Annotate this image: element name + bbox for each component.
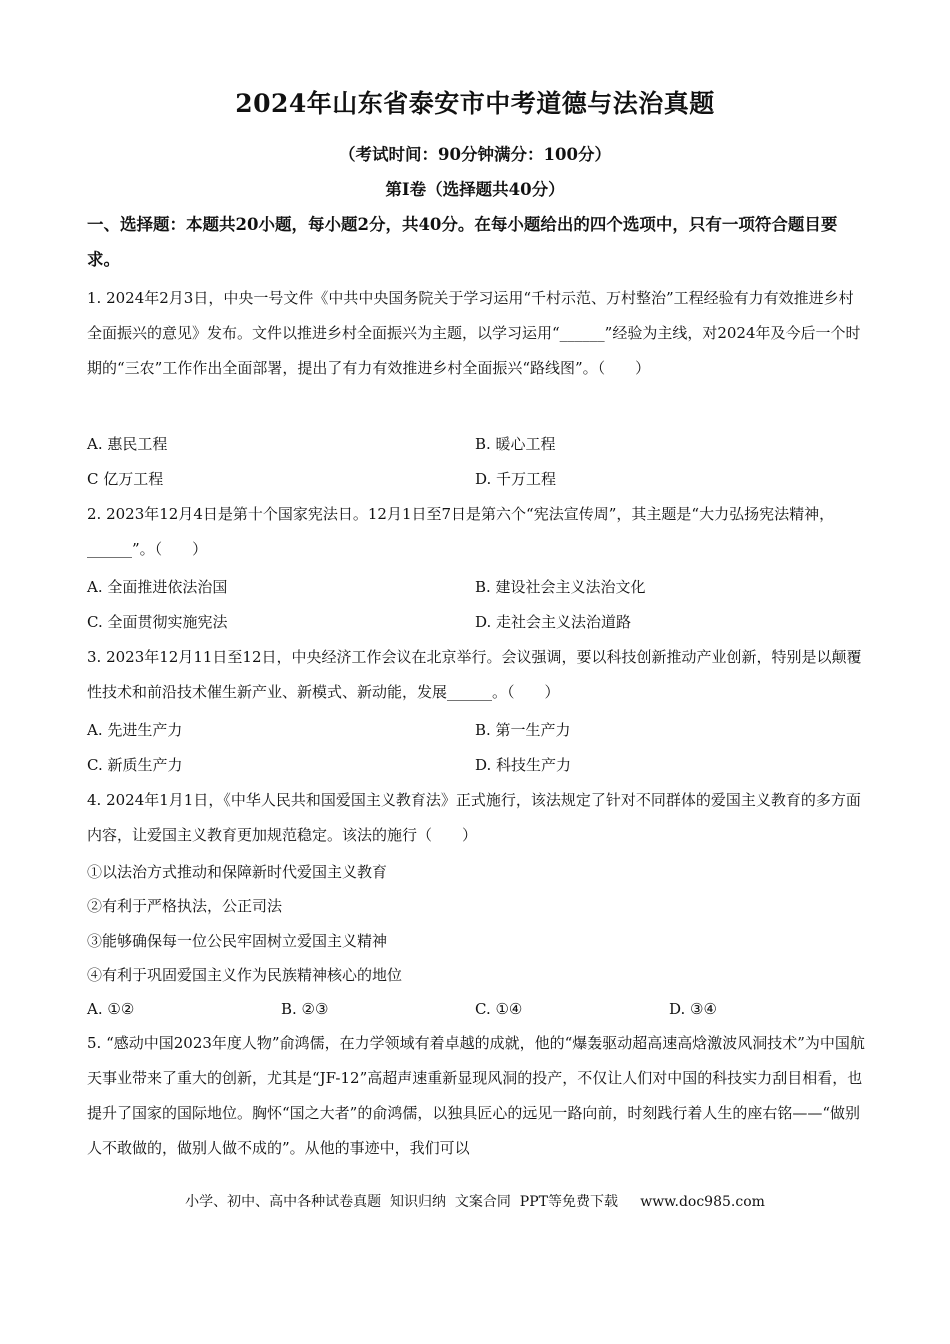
exam-info: （考试时间：90分钟满分：100分） (339, 145, 611, 164)
page-title: 2024年山东省泰安市中考道德与法治真题 (235, 89, 715, 118)
q3-option-c: C. 新质生产力 (87, 756, 183, 774)
page-footer: 小学、初中、高中各种试卷真题 知识归纳 文案合同 PPT等免费下载 www.doc985.com (185, 1194, 765, 1210)
q4-statement-1: ①以法治方式推动和保障新时代爱国主义教育 (87, 863, 388, 881)
q2-option-b: B. 建设社会主义法治文化 (475, 578, 646, 596)
q4-option-b: B. ②③ (281, 1000, 329, 1018)
q4-option-a: A. ①② (87, 1000, 135, 1018)
q1-option-a: A. 惠民工程 (87, 435, 168, 453)
q1-option-b: B. 暖心工程 (475, 435, 556, 453)
question-3-stem: 3. 2023年12月11日至12日，中央经济工作会议在北京举行。会议强调，要以科技创新推动产业创新，特别是以颠覆性技术和前沿技术催生新产业、新模式、新动能，发展______。（ ） (87, 648, 862, 701)
q4-option-d: D. ③④ (669, 1000, 717, 1018)
q4-statement-4: ④有利于巩固爱国主义作为民族精神核心的地位 (87, 966, 403, 984)
question-4-stem: 4. 2024年1月1日，《中华人民共和国爱国主义教育法》正式施行，该法规定了针对不同群体的爱国主义教育的多方面内容，让爱国主义教育更加规范稳定。该法的施行（ ） (87, 791, 861, 844)
section-heading: 第Ⅰ卷（选择题共40分） (385, 180, 565, 199)
q2-option-d: D. 走社会主义法治道路 (475, 613, 632, 631)
q1-option-c: C 亿万工程 (87, 470, 164, 488)
q3-option-d: D. 科技生产力 (475, 756, 572, 774)
q4-statement-2: ②有利于严格执法，公正司法 (87, 897, 283, 915)
question-5-stem: 5. “感动中国2023年度人物”俞鸿儒，在力学领域有着卓越的成就，他的“爆轰驱动超高速高焓激波风洞技术”为中国航天事业带来了重大的创新，尤其是“JF-12”高超声速重新显现风洞的投产，不仅让人们对中国的科技实力刮目相看，也提升了国家的国际地位。胸怀“国之大者”的俞鸿儒，以独具匠心的远见一路向前，时刻践行着人生的座右铭——“做别人不敢做的，做别人做不成的”。从他的事迹中，我们可以 (87, 1034, 865, 1157)
question-1-stem: 1. 2024年2月3日，中央一号文件《中共中央国务院关于学习运用“千村示范、万村整治”工程经验有力有效推进乡村全面振兴的意见》发布。文件以推进乡村全面振兴为主题，以学习运用“______”经验为主线，对2024年及今后一个时期的“三农”工作作出全面部署，提出了有力有效推进乡村全面振兴“路线图”。（ ） (87, 289, 861, 377)
question-2-stem: 2. 2023年12月4日是第十个国家宪法日。12月1日至7日是第六个“宪法宣传周”，其主题是“大力弘扬宪法精神，______”。（ ） (87, 505, 835, 558)
q4-statement-3: ③能够确保每一位公民牢固树立爱国主义精神 (87, 932, 388, 950)
q2-option-c: C. 全面贯彻实施宪法 (87, 613, 228, 631)
q2-option-a: A. 全面推进依法治国 (87, 578, 228, 596)
q3-option-b: B. 第一生产力 (475, 721, 571, 739)
q4-option-c: C. ①④ (475, 1000, 523, 1018)
q3-option-a: A. 先进生产力 (87, 721, 183, 739)
section-instructions: 一、选择题：本题共20小题，每小题2分，共40分。在每小题给出的四个选项中，只有一项符合题目要求。 (87, 215, 838, 269)
q1-option-d: D. 千万工程 (475, 470, 557, 488)
